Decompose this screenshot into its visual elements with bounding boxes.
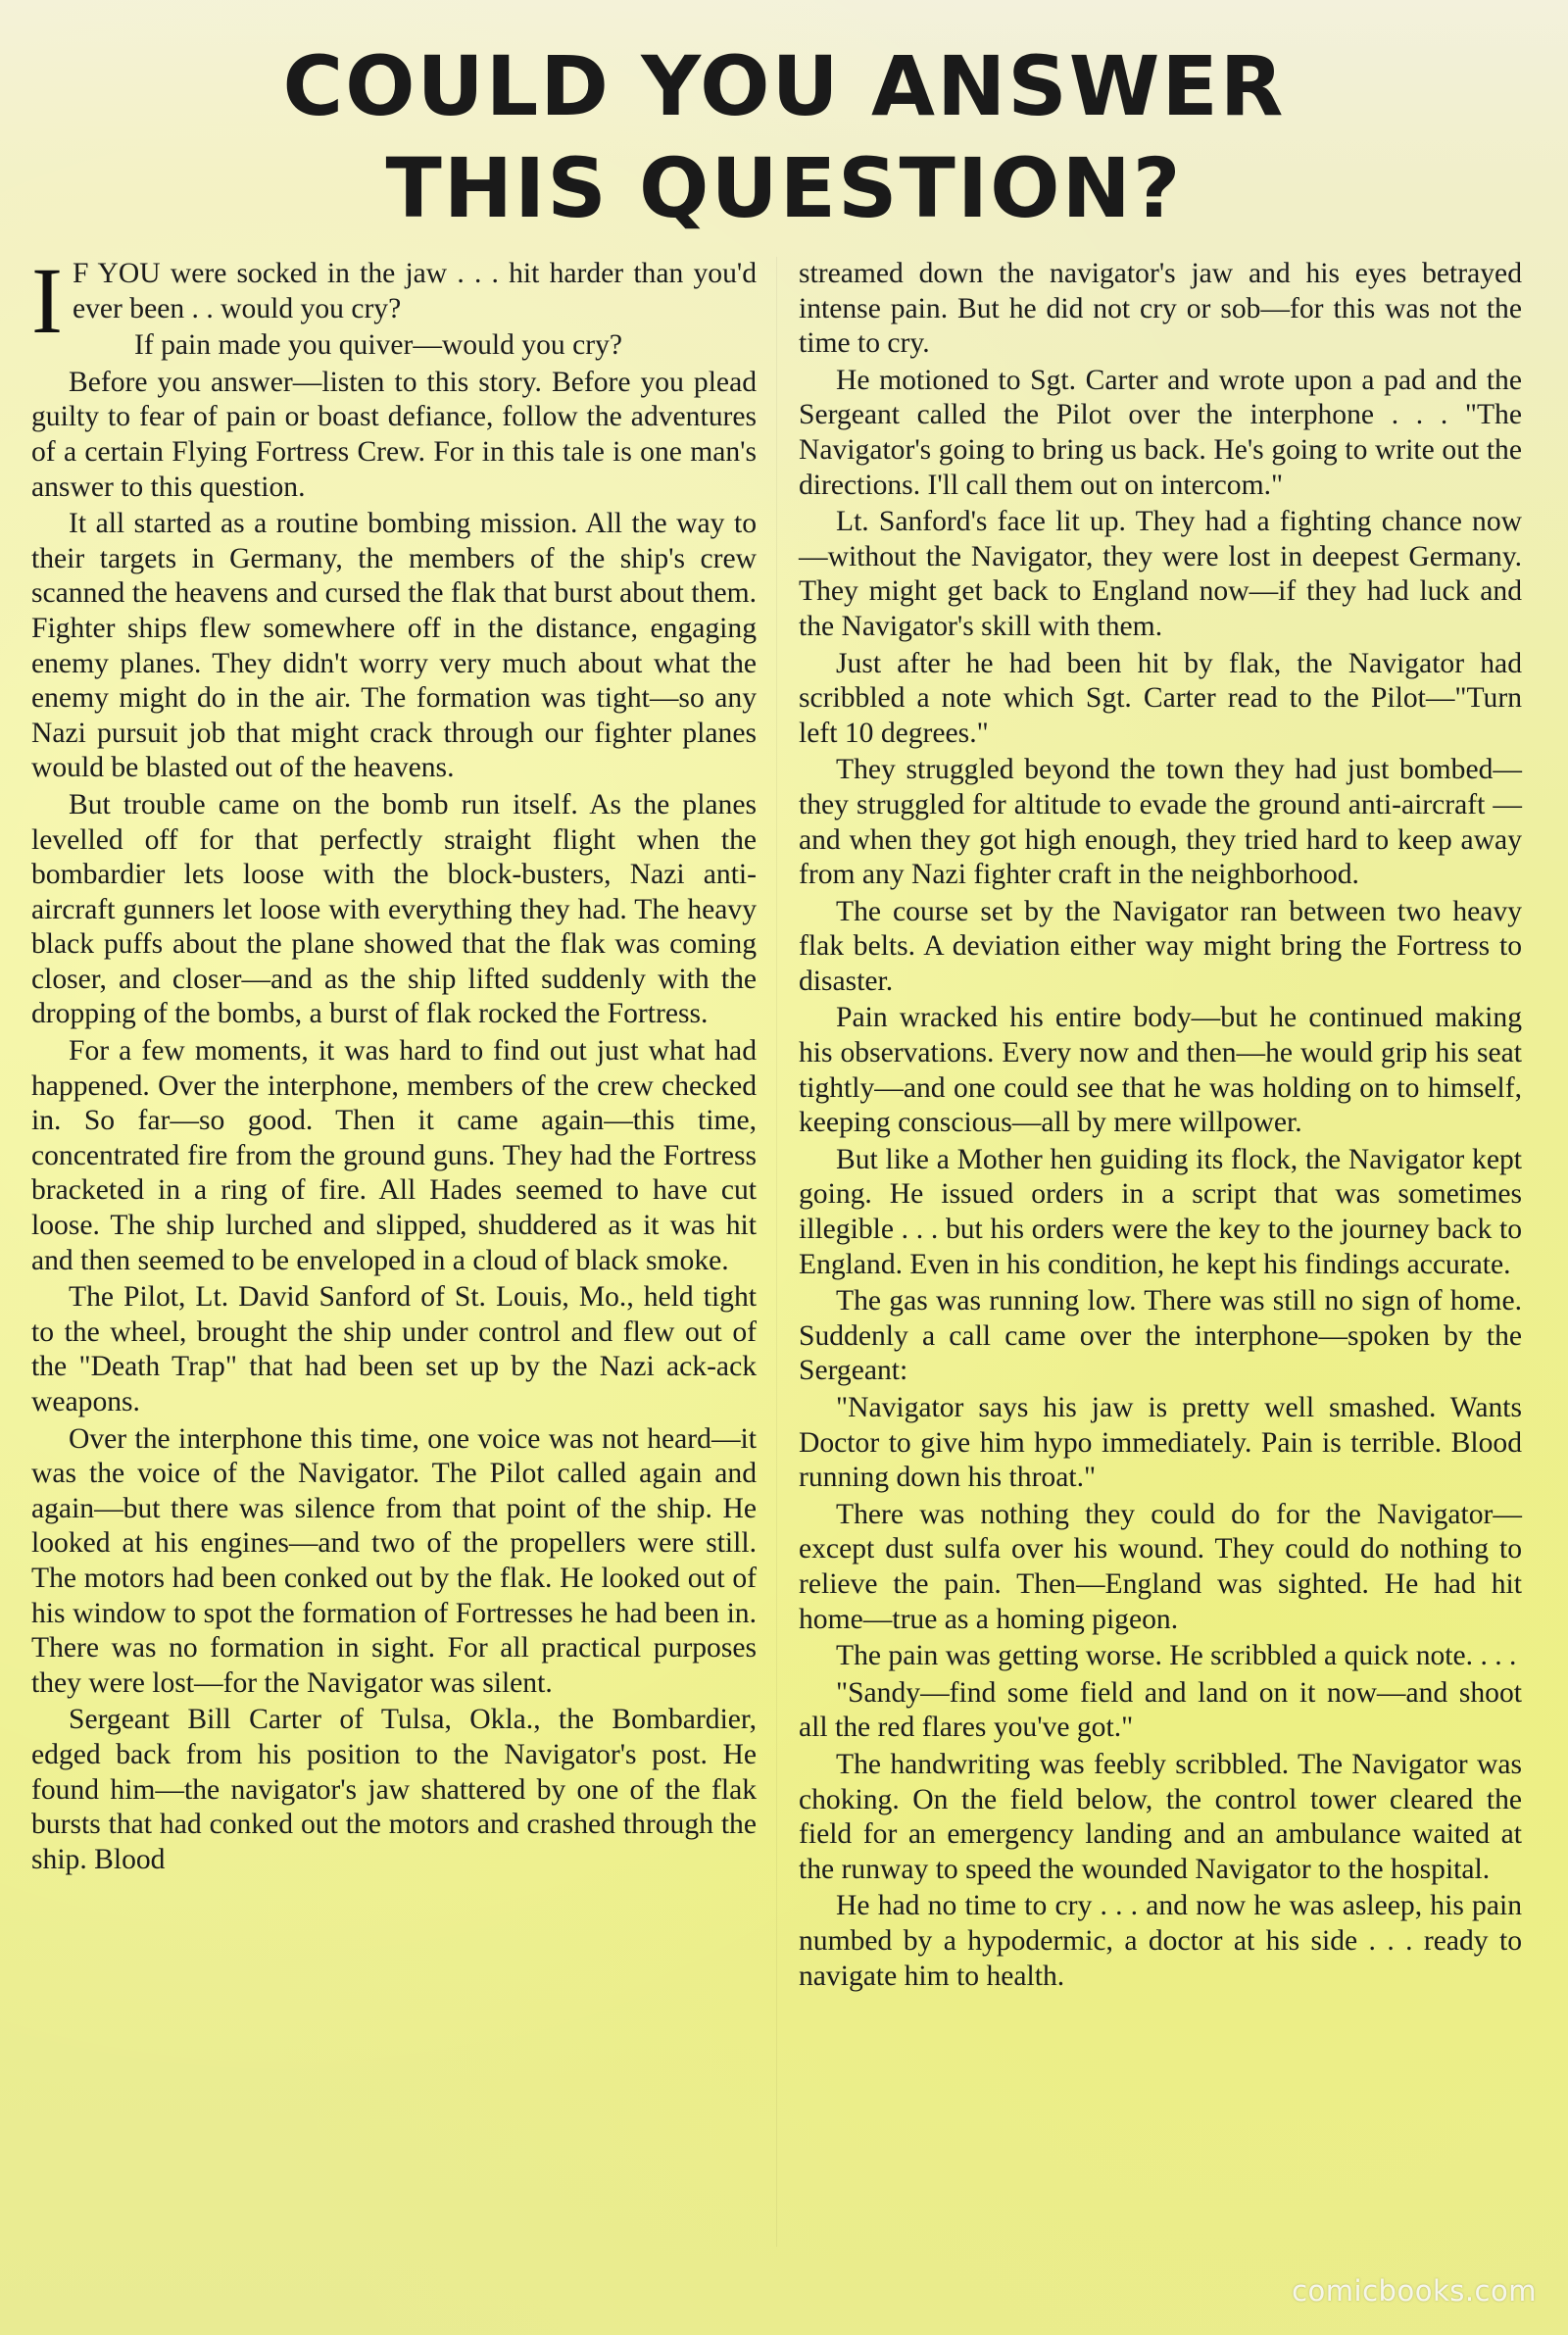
paragraph: Sergeant Bill Carter of Tulsa, Okla., the Bombardier, edged back from his position to the Navigator's post. He found him—the navigator's jaw shattered by one of the flak bursts that had conked out the motors and crashed through the ship. Blood <box>31 1704 757 1875</box>
column-gutter <box>776 257 777 2247</box>
story-column-right <box>799 257 1522 2247</box>
paragraph: There was nothing they could do for the Navigator—except dust sulfa over his wound. They could do nothing to relieve the pain. Then—England was sighted. He had hit home—true as a homing pigeon. <box>799 1498 1522 1635</box>
paragraph: The Pilot, Lt. David Sanford of St. Louis, Mo., held tight to the wheel, brought the ship under control and flew out of the "Death Trap" that had been set up by the Nazi ack-ack weapons. <box>31 1281 757 1417</box>
paragraph: The handwriting was feebly scribbled. The Navigator was choking. On the field below, the control tower cleared the field for an emergency landing and an ambulance waited at the runway to speed the wounded Navigator to the hospital. <box>799 1748 1522 1885</box>
paragraph: He motioned to Sgt. Carter and wrote upon a pad and the Sergeant called the Pilot over the interphone . . . "The Navigator's going to bring us back. He's going to write out the directions. I'll call them out on intercom." <box>799 364 1522 501</box>
paragraph: The pain was getting worse. He scribbled a quick note. . . . <box>836 1640 1517 1672</box>
paragraph: Pain wracked his entire body—but he continued making his observations. Every now and then—he would grip his seat tightly—and one could see that he was holding on to himself, keeping conscious—all by mere willpower. <box>799 1002 1522 1139</box>
paragraph: Before you answer—listen to this story. Before you plead guilty to fear of pain or boast defiance, follow the adventures of a certain Flying Fortress Crew. For in this tale is one man's answer to this question. <box>31 366 757 503</box>
paragraph: Just after he had been hit by flak, the Navigator had scribbled a note which Sgt. Carter read to the Pilot—"Turn left 10 degrees." <box>799 647 1522 749</box>
paragraph: "Navigator says his jaw is pretty well smashed. Wants Doctor to give him hypo immediately. Pain is terrible. Blood running down his throat." <box>799 1392 1522 1494</box>
paragraph: The course set by the Navigator ran between two heavy flak belts. A deviation either way might bring the Fortress to disaster. <box>799 895 1522 997</box>
title-line-1: COULD YOU ANSWER <box>282 38 1286 134</box>
page-title <box>0 35 1568 239</box>
paragraph: The gas was running low. There was still no sign of home. Suddenly a call came over the interphone—spoken by the Sergeant: <box>799 1285 1522 1387</box>
opening-text: F YOU were socked in the jaw . . . hit harder than you'd ever been . . would you cry? <box>72 258 757 324</box>
paragraph: But trouble came on the bomb run itself. As the planes levelled off for that perfectly straight flight when the bombardier lets loose with the block-busters, Nazi anti-aircraft gunners let loose with everything they had. The heavy black puffs about the plane showed that the flak was coming closer, and closer—and as the ship lifted suddenly with the dropping of the bombs, a burst of flak rocked the Fortress. <box>31 788 757 1030</box>
title-line-2: THIS QUESTION? <box>385 140 1183 236</box>
paragraph: For a few moments, it was hard to find out just what had happened. Over the interphone, members of the crew checked in. So far—so good. Then it came again—this time, concentrated fire from the ground guns. They had the Fortress bracketed in a ring of fire. All Hades seemed to have cut loose. The ship lurched and slipped, shuddered as it was hit and then seemed to be enveloped in a cloud of black smoke. <box>31 1035 757 1276</box>
watermark: comicbooks.com <box>1292 2274 1537 2308</box>
paragraph: They struggled beyond the town they had just bombed—they struggled for altitude to evade the ground anti-aircraft — and when they got high enough, they tried hard to keep away from any Nazi fighter craft in the neighborhood. <box>799 754 1522 891</box>
paragraph: Lt. Sanford's face lit up. They had a fighting chance now—without the Navigator, they were lost in deepest Germany. They might get back to England now—if they had luck and the Navigator's skill with them. <box>799 506 1522 642</box>
paragraph-continuation: streamed down the navigator's jaw and his eyes betrayed intense pain. But he did not cry or sob—for this was not the time to cry. <box>799 258 1522 360</box>
paragraph: Over the interphone this time, one voice was not heard—it was the voice of the Navigator. The Pilot called again and again—but there was silence from that point of the ship. He looked at his engines—and two of the propellers were still. The motors had been conked out by the flak. He looked out of his window to spot the formation of Fortresses he had been in. There was no formation in sight. For all practical purposes they were lost—for the Navigator was silent. <box>31 1422 757 1699</box>
paragraph: "Sandy—find some field and land on it now—and shoot all the red flares you've got." <box>799 1676 1522 1744</box>
opening-question: If pain made you quiver—would you cry? <box>134 329 623 362</box>
drop-cap: I <box>31 248 63 353</box>
story-column-left <box>31 248 757 2247</box>
paragraph: He had no time to cry . . . and now he was asleep, his pain numbed by a hypodermic, a doctor at his side . . . ready to navigate him to health. <box>799 1890 1522 1992</box>
paragraph: It all started as a routine bombing mission. All the way to their targets in Germany, the members of the ship's crew scanned the heavens and cursed the flak that burst about them. Fighter ships flew somewhere off in the distance, engaging enemy planes. They didn't worry very much about what the enemy might do in the air. The formation was tight—so any Nazi pursuit job that might crack through our fighter planes would be blasted out of the heavens. <box>31 508 757 784</box>
paragraph: But like a Mother hen guiding its flock, the Navigator kept going. He issued orders in a script that was sometimes illegible . . . but his orders were the key to the journey back to England. Even in his condition, he kept his findings accurate. <box>799 1143 1522 1280</box>
